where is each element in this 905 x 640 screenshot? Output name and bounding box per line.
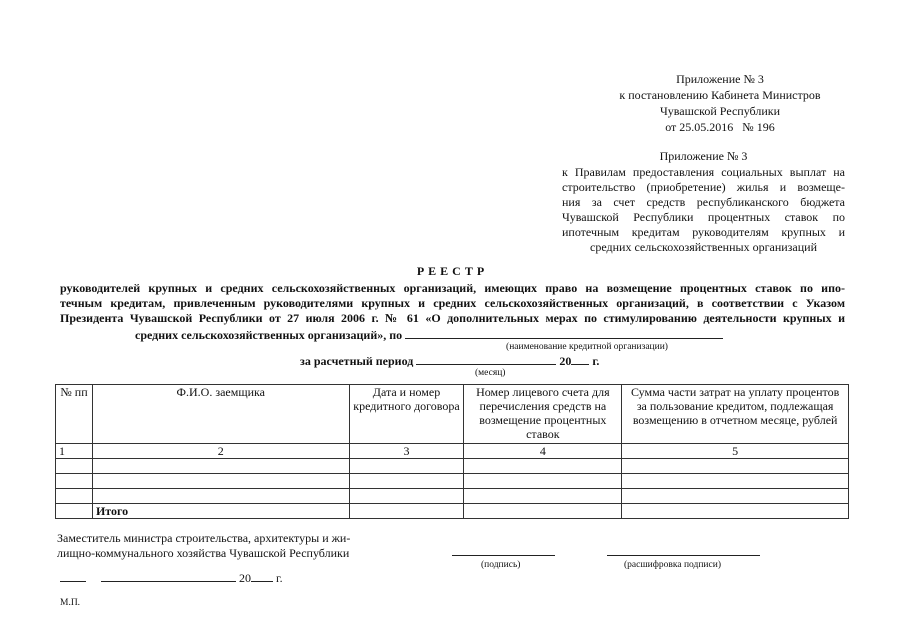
subtitle-last-line <box>60 326 845 341</box>
signatory-position <box>57 531 387 561</box>
table-row <box>56 489 849 504</box>
table-cell[interactable] <box>56 474 93 489</box>
subtitle-line: руководителей крупных и средних сельскохозяйственных организаций, имеющих право на возмещение процентных ставок по ипо- <box>60 281 845 295</box>
appendix-number: Приложение № 3 <box>676 72 764 86</box>
rules-appendix-line: ния за счет средств республиканского бюджета <box>562 195 845 209</box>
signature-date <box>60 569 283 585</box>
rules-appendix <box>562 148 845 255</box>
total-row <box>56 504 849 519</box>
col-header-number: № пп <box>56 385 93 444</box>
table-cell[interactable] <box>464 459 622 474</box>
table-cell[interactable] <box>349 459 464 474</box>
col-header-contract: Дата и номер кредитного договора <box>349 385 464 444</box>
signature-decode-field[interactable] <box>607 543 760 556</box>
date-month-field[interactable] <box>101 569 236 582</box>
year-suffix: г. <box>592 354 600 368</box>
date-year-suffix: г. <box>276 571 283 585</box>
rules-appendix-line: строительство (приобретение) жилья и возмеще- <box>562 180 845 194</box>
col-header-account: Номер лицевого счета для перечисления средств на возмещение процентных ставок <box>464 385 622 444</box>
bank-name-field[interactable] <box>405 326 723 339</box>
subtitle-line: средних сельскохозяйственных организаций», по <box>135 328 403 342</box>
rules-appendix-line: средних сельскохозяйственных организаций <box>590 240 817 254</box>
col-header-amount: Сумма части затрат на уплату процентов за пользование кредитом, подлежащая возмещению в отчетном месяце, рублей <box>622 385 849 444</box>
table-row <box>56 459 849 474</box>
table-cell[interactable] <box>92 489 349 504</box>
column-number: 1 <box>56 444 93 459</box>
table-cell[interactable] <box>622 459 849 474</box>
document-title: РЕЕСТР <box>416 264 489 278</box>
column-number: 3 <box>349 444 464 459</box>
date-year-prefix: 20 <box>239 571 251 585</box>
signature-decode-caption: (расшифровка подписи) <box>624 560 721 570</box>
appendix-republic: Чувашской Республики <box>659 104 781 118</box>
period-label: за расчетный период <box>300 354 414 368</box>
col-header-borrower: Ф.И.О. заемщика <box>92 385 349 444</box>
table-cell[interactable] <box>464 474 622 489</box>
month-caption: (месяц) <box>475 368 506 378</box>
period-line <box>300 352 599 368</box>
table-cell[interactable] <box>349 489 464 504</box>
signatory-position-line: Заместитель министра строительства, архитектуры и жи- <box>57 531 351 545</box>
table-cell[interactable] <box>56 459 93 474</box>
date-year-field[interactable] <box>251 569 273 582</box>
signatory-position-line: лищно-коммунального хозяйства Чувашской Республики <box>57 546 350 560</box>
column-number: 2 <box>92 444 349 459</box>
subtitle-line: Президента Чувашской Республики от 27 июля 2006 г. № 61 «О дополнительных мерах по стимулированию деятельности крупных и <box>60 311 845 325</box>
table-row <box>56 474 849 489</box>
rules-appendix-number: Приложение № 3 <box>659 149 748 163</box>
signature-field[interactable] <box>452 543 555 556</box>
table-cell[interactable] <box>56 489 93 504</box>
column-numbers-row <box>56 444 849 459</box>
total-label: Итого <box>92 504 349 519</box>
table-cell[interactable] <box>349 474 464 489</box>
column-number: 5 <box>622 444 849 459</box>
table-header-row <box>56 385 849 444</box>
date-day-field[interactable] <box>60 569 86 582</box>
column-number: 4 <box>464 444 622 459</box>
appendix-date: от 25.05.2016 № 196 <box>665 120 775 134</box>
month-field[interactable] <box>416 352 556 365</box>
document-subtitle <box>60 281 845 341</box>
table-cell[interactable] <box>464 489 622 504</box>
bank-caption: (наименование кредитной организации) <box>506 342 668 352</box>
stamp-label: М.П. <box>60 598 81 608</box>
table-cell[interactable] <box>92 474 349 489</box>
total-amount-cell[interactable] <box>622 504 849 519</box>
rules-appendix-line: Чувашской Республики процентных ставок по <box>562 210 845 224</box>
appendix-reference: к постановлению Кабинета Министров <box>619 88 821 102</box>
year-field[interactable] <box>571 352 589 365</box>
appendix-header <box>590 71 850 135</box>
rules-appendix-line: к Правилам предоставления социальных выплат на <box>562 165 845 179</box>
table-cell[interactable] <box>92 459 349 474</box>
table-cell <box>464 504 622 519</box>
table-cell[interactable] <box>622 474 849 489</box>
table-cell <box>349 504 464 519</box>
registry-table <box>55 384 849 519</box>
rules-appendix-line: ипотечным кредитам руководителям крупных и <box>562 225 845 239</box>
subtitle-line: течным кредитам, привлеченным руководителями крупных и средних сельскохозяйственных организаций, в соответствии с Указом <box>60 296 845 310</box>
table-cell[interactable] <box>622 489 849 504</box>
year-prefix: 20 <box>559 354 572 368</box>
signature-caption: (подпись) <box>481 560 521 570</box>
table-cell <box>56 504 93 519</box>
